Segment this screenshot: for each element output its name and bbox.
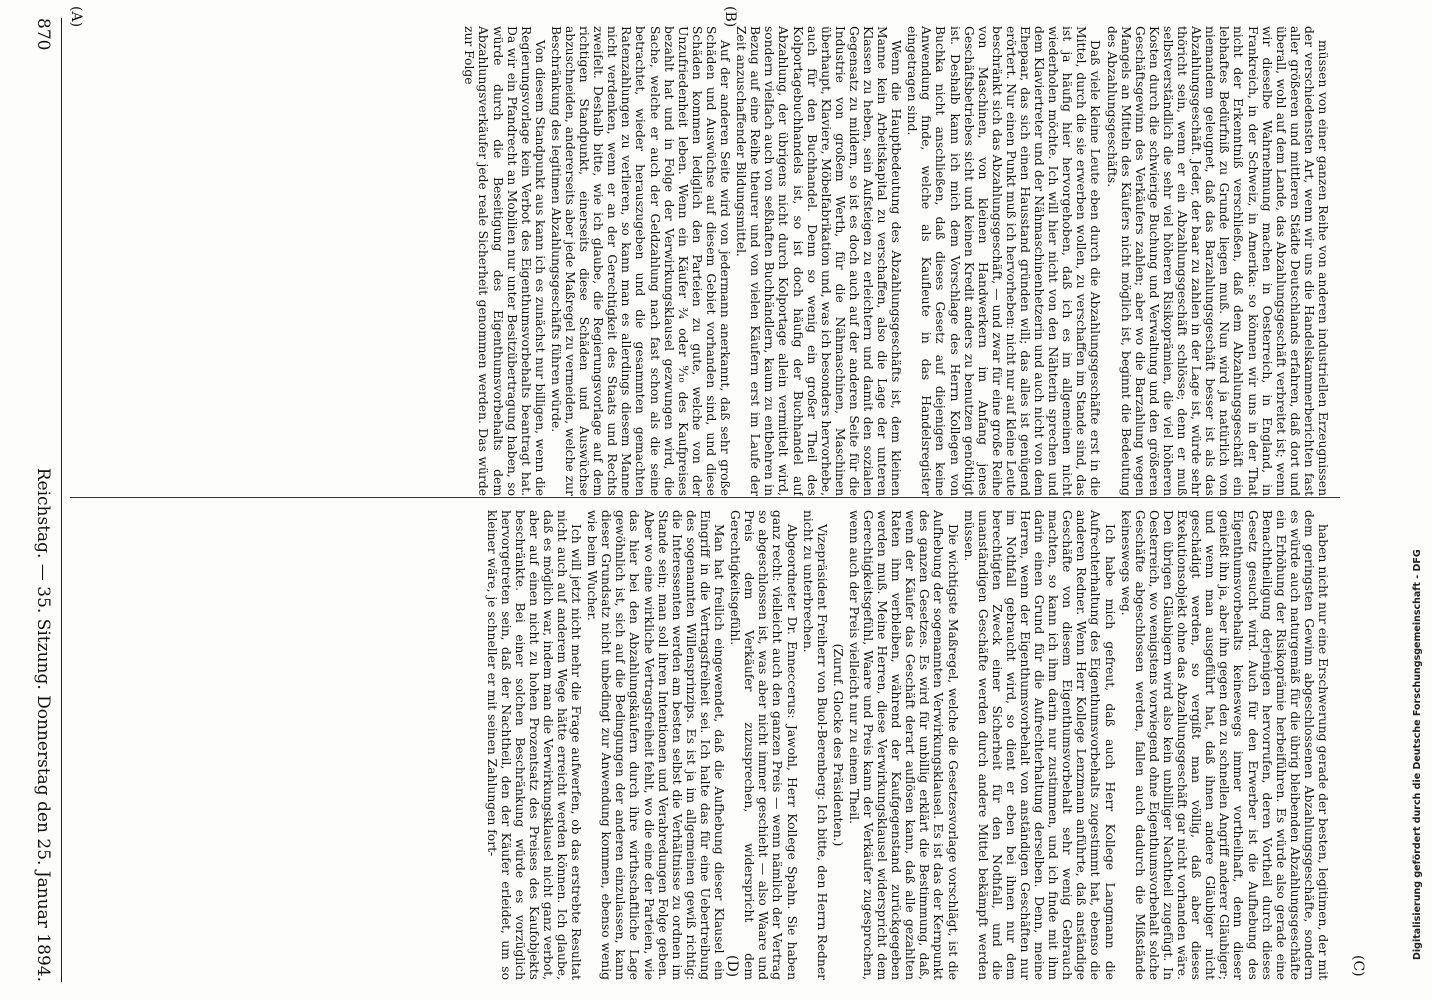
paragraph: Abgeordneter Dr. Enneccerus: Jawohl, Herr Kollege Spahn. Sie haben ganz recht: vielleicht auch den ganzen Preis — wenn nämlich der Vertrag so abgeschlossen ist, was aber nicht immer geschieht — also Waare und Preis dem Verkäufer zuzusprechen, widerspricht dem Gerechtigkeitsgefühl. <box>728 510 799 980</box>
paragraph: Die wichtigste Maßregel, welche die Gesetzesvorlage vorschlägt, ist die Aufhebung der sogenannten Verwirkungsklausel. Es ist das der Kernpunkt des ganzen Gesetzes. Es wird für unbillig erklärt die Bestimmung, daß, wenn der Käufer das Geschäft derart auflösen kann, daß alle gezahlten Raten ihm verbleiben, während der Kaufgegenstand zurückgegeben werden muß. Meine Herren, diese Verwirkungsklausel widerspricht dem Gerechtigkeitsgefühl, Waare und Preis kann der Verkäufer zugesprochen, wenn auch der Preis vielleicht nur zu einem Theil. <box>846 510 960 980</box>
margin-mark-d: (D) <box>724 955 740 978</box>
digitization-credit <box>1412 40 1426 960</box>
paragraph: müssen von einer ganzen Reihe von anderen industriellen Erzeugnissen der verschiedensten Art, wenn wir uns die Handelskammerberichten fast aller größeren und mittleren Städte Deutschlands erfahren, daß dort und überall, wohl auf dem Lande, das Abzahlungsgeschäft verbreitet ist; wenn wir dieselbe Wahrnehmung machen in Oesterreich, in England, in Frankreich, in der Schweiz, in Amerika: so können wir uns in der That nicht der Erkenntniß verschließen, daß dem Abzahlungsgeschäft ein lebhaftes Bedürfniß zu Grunde liegen muß. Nun wird ja natürlich von niemandem geleugnet, daß das Barzahlungsgeschäft besser ist als das Abzahlungsgeschäft. Jeder, der baar zu zahlen in der Lage ist, würde sehr thöricht sein, wenn er ein Abzahlungsgeschäft schlösse; denn er muß selbstverständlich die sehr viel höheren Risikoprämien, die viel höheren Kosten durch die schwierige Buchung und Verwaltung und den größeren Geschäftsgewinn des Verkäufers zahlen; aber wo die Barzahlung wegen Mangels an Mitteln des Käufers nicht möglich ist, beginnt die Bedeutung des Abzahlungsgeschäfts. <box>1104 26 1330 496</box>
column-divider <box>70 497 1340 498</box>
session-title: Reichstag. — 35. Sitzung. Donnerstag den 25. Januar 1894. <box>33 467 53 982</box>
paragraph: Vizepräsident Freiherr von Buol-Berenberg: Ich bitte, den Herrn Redner nicht zu unterbrechen. <box>800 510 829 980</box>
running-header <box>25 18 62 982</box>
margin-mark-a: (A) <box>68 6 84 28</box>
page-number: 870 <box>33 18 53 51</box>
margin-mark-b: (B) <box>722 6 738 28</box>
paragraph: Auf der anderen Seite wird von jedermann anerkannt, daß sehr große Schäden und Auswüchse auf diesem Gebiet vorhanden sind, und diese Schäden kommen lediglich den Parteien zu gute, welche von der Unzufriedenheit leben. Wenn ein Käufer ¾ oder ⁹⁄₁₀ des Kaufpreises bezahlt hat und in Folge der Verwirkungsklausel gezwungen wird, die Sache, welche er auch der Geldzahlung nach fast schon als die seine betrachtet, wieder herauszugeben und die gesammten gemachten Ratenzahlungen zu verlieren, so kann man es allerdings diesem Manne nicht verdenken, wenn er an der Gerechtigkeit des Staats und Rechts zweifelt. Deshalb bitte, wie ich glaube, die Regierungsvorlage auf dem richtigen Standpunkt, einerseits diese Schäden und Auswüchse abzuschneiden, andererseits aber jede Maßregel zu vermeiden, welche zur Beschränkung des legitimen Abzahlungsgeschäfts führen würde. <box>548 26 733 496</box>
paragraph: Wenn die Hauptbedeutung des Abzahlungsgeschäfts ist, dem kleinen Manne kein Arbeitskapital zu verschaffen, also die Lage der unteren Klassen zu heben, sein Aufsteigen zu erleichtern und damit den sozialen Gegensatz zu mildern, so ist es doch auch auf der anderen Seite für die Industrie von großem Werth, für die Nähmaschinen, Maschinen überhaupt, Klaviere, Möbelfabrikation und, was ich besonders hervorhebe, auch für den Buchhandel. Denn so wenig ein großer Theil des Kolportagebuchhandels ist, so ist doch häufig der Buchhandel auf Abzahlung, der übrigens nicht durch Kolportage allein vermittelt wird, sondern vielfach auch von seßhaften Buchhändlern, kaum zu entbehren in Bezug auf eine Reihe theurer und von vielen Käufern erst im Laufe der Zeit anzuschaffender Bildungsmittel. <box>734 26 904 496</box>
paragraph: Ich habe mich gefreut, daß auch Herr Kollege Langmann die Aufrechterhaltung des Eigenthumsvorbehalts zugestimmt hat, ebenso die anderen Redner. Wenn Herr Kollege Lenzmann anführte, daß anständige Geschäfte von diesem Eigenthumsvorbehalt sehr wenig Gebrauch machten, so kann ich ihm darin nur zustimmen, und ich finde mit ihm darin einen Grund für die Aufrechterhaltung derselben. Denn, meine Herren, wenn der Eigenthumsvorbehalt von anständigen Geschäften nur im Nothfall gebraucht wird, so dient er eben bei ihnen nur dem berechtigten Zweck einer Sicherheit für den Nothfall, und die unanständigen Geschäfte werden durch andere Mittel bekämpft werden müssen. <box>961 510 1117 980</box>
paragraph: Man hat freilich eingewendet, daß die Aufhebung dieser Klausel ein Eingriff in die Vertragsfreiheit sei. Ich halte das für eine Uebertreibung des sogenannten Willensprinzips. Es ist ja im allgemeinen gewiß richtig: die Interessenten werden am besten selbst die Verhältnisse zu ordnen im Stande sein; man soll ihren Intentionen und Verabredungen Folge geben. Aber wo eine wirkliche Vertragsfreiheit fehlt, wo die eine der Parteien, wie das hier bei den Abzahlungskäufern durch ihre wirthschaftliche Lage gewöhnlich ist, sich auf die Bedingungen der anderen einzulassen, kann dieser Grundsatz nicht unbedingt zur Anwendung kommen, ebenso wenig wie beim Wucher. <box>585 510 727 980</box>
margin-mark-c: (C) <box>1350 955 1366 977</box>
paragraph: Ich will jetzt nicht mehr die Frage aufwerfen, ob das erstrebte Resultat nicht auch auf anderem Wege hätte erreicht werden können. Ich glaube, daß es möglich war, indem man die Verwirkungsklausel nicht ganz verbot, aber auf einen nicht zu hohen Prozentsatz des Preises des Kaufobjekts beschränkte. Bei einer solchen Beschränkung würde es vorzüglich hervorgetreten sein, daß der Nachtheil, den der Käufer erleidet, um so kleiner wäre, je schneller er mit seinen Zahlungen fort- <box>484 510 584 980</box>
paragraph: Von diesem Standpunkt aus kann ich es zunächst nur billigen, wenn die Regierungsvorlage kein Verbot des Eigenthumsvorbehalts beantragt hat. Da wir ein Pfandrecht an Mobilien nur unter Besitzübertragung haben, so würde durch die Beseitigung des Eigenthumsvorbehalts dem Abzahlungsverkäufer jede reale Sicherheit genommen werden. Das würde zur Folge <box>462 26 547 496</box>
credit-text: Digitalisierung gefördert durch die Deutsche Forschungsgemeinschaft - DFG <box>1412 549 1423 960</box>
paragraph: Daß viele kleine Leute eben durch die Abzahlungsgeschäfte erst in die Mittel, durch die sie erwerben wollen, zu verschaffen im Stande sind, das ist ja häufig hier hervorgehoben, daß ich es im allgemeinen nicht wiederholen möchte. Ich will hier nicht von den Nähterin sprechen und dem Klaviertreter und der Nähmaschinenhetzerin und auch nicht von dem Ehepaar, das sich einen Hausstand gründen will; das alles ist genügend erörtert. Nur einen Punkt muß ich hervorheben: nicht nur auf kleine Leute beschränkt sich das Abzahlungsgeschäft, — und zwar für eine große Reihe von Maschinen, von kleinen Handwerkern im Anfang jenes Geschäftsbetriebes sicht und keinen Kredit anders zu benutzen genöthigt ist. Deshalb kann ich mich dem Vorschlage des Herrn Kollegen von Buchka nicht anschließen, daß dieses Gesetz auf diejenigen keine Anwendung finde, welche als Kaufleute in das Handelsregister eingetragen sind. <box>905 26 1103 496</box>
right-column <box>80 510 1330 980</box>
left-column <box>80 26 1330 496</box>
paragraph: haben nicht nur eine Erschwerung gerade der besten, legitimen, der mit dem geringsten Gewinn abgeschlossenen Abzahlungsgeschäfte, sondern es würde auch naturgemäß für die übrig bleibenden Abzahlungsgeschäfte ein Erhöhung der Risikoprämie herbeiführen. Es würde also gerade eine Benachtheiligung derjenigen hervorrufen, deren Vortheil durch dieses Gesetz gesucht wird. Auch für den Erwerber ist die Aufhebung des Eigenthumsvorbehalts keineswegs immer vortheilhaft, denn dieser genießt ihn ja, aber ihn gegen den zu schnellen Angriff anderer Gläubiger; und wenn man ausgeführt hat, daß ihnen andere Gläubiger nicht geschädigt werden, so vergißt man völlig, daß aber dieses Exekutionsobjekt ohne das Abzahlungsgeschäft gar nicht vorhanden wäre. Den übrigen Gläubigern wird also kein unbilliger Nachtheil zugefügt. In Oesterreich, wo wenigstens vorwiegend ohne Eigenthumsvorbehalt solche Geschäfte abgeschlossen werden, fallen auch dadurch die Mißstände keineswegs weg. <box>1118 510 1330 980</box>
interjection: (Zuruf. Glocke des Präsidenten.) <box>830 643 845 847</box>
